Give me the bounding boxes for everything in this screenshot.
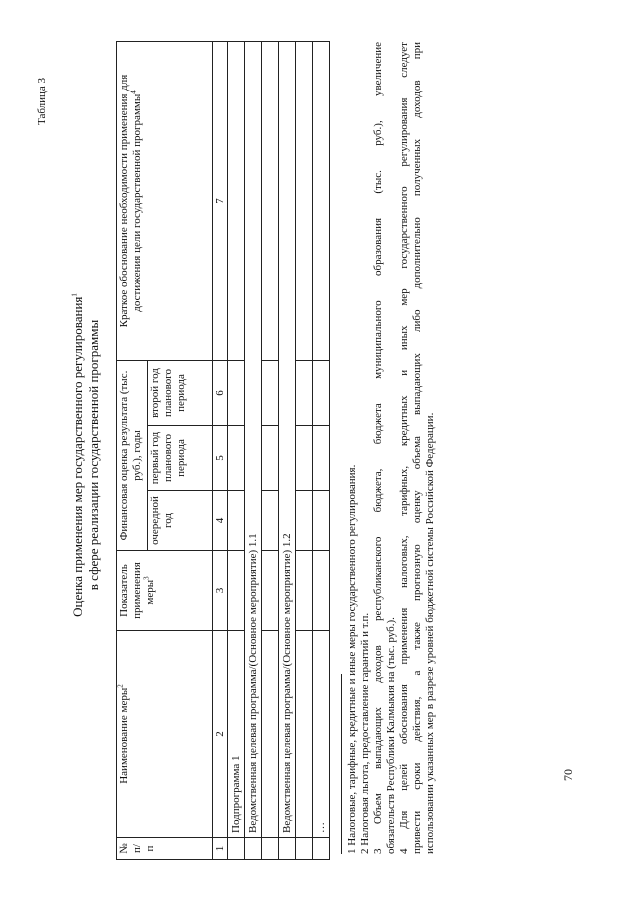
header-measure-name-text: Наименование меры [118,687,130,784]
regulation-measures-table [116,41,330,860]
table-label: Таблица 3 [36,77,48,125]
ellipsis-cell: … [313,631,330,838]
col-number: 6 [213,360,228,425]
footnotes [346,42,437,854]
col-number: 7 [213,41,228,360]
header-year-second: второй год планового периода [148,360,213,425]
footnote-1: 1 Налоговые, тарифные, кредитные и иные меры государственного регулирования. [346,464,358,854]
col-number: 3 [213,551,228,631]
header-financial-assessment: Финансовая оценка результата (тыс. руб.), годы [117,360,148,550]
footnote-divider [341,674,342,854]
subprogram-cell: Подпрограмма 1 [228,631,245,838]
table-row [262,41,279,859]
title-line-1: Оценка применения мер государственного регулирования [70,296,85,617]
title-footnote-mark: 1 [70,293,79,297]
header-year-current: очередной год [148,491,213,551]
footnote-4-line-3: использовании указанных мер в разрезе уровней бюджетной системы Российской Федерации. [424,412,436,854]
table-row [279,41,296,859]
header-rationale [117,41,213,360]
page-number: 70 [561,769,575,781]
header-measure-name [117,631,213,838]
table-row [296,41,313,859]
footnote-2: 2 Налоговая льгота, предоставление гарантий и т.п. [359,612,371,854]
footnote-4-line-1: 4 Для целей обоснования применения налоговых, тарифных, кредитных и иных мер государственного регулирования следует [398,42,410,854]
table-row [228,41,245,859]
col-number: 4 [213,491,228,551]
header-indicator-sup: 3 [142,576,151,580]
col-number: 5 [213,426,228,491]
document-subtitle: в сфере реализации государственной программы [86,319,101,591]
col-number: 1 [213,838,228,860]
document-title [70,155,85,755]
table-row [245,41,262,859]
footnote-4-line-2: привести сроки действия, а также прогнозную оценку объема выпадающих либо дополнительно полученных доходов при [411,42,423,854]
header-rationale-sup: 4 [129,90,138,94]
column-numbers-row [213,41,228,859]
header-indicator-text: Показатель применения меры [118,562,156,619]
header-year-first: первый год планового периода [148,426,213,491]
header-indicator [117,551,213,631]
header-rationale-text: Краткое обоснование необходимости применения для достижения цели государственной программы [118,74,143,328]
header-num: № п/п [117,838,213,860]
section-1-cell: Ведомственная целевая программа/(Основное мероприятие) 1.1 [245,41,262,837]
table-row [313,41,330,859]
footnote-3-line-1: 3 Объем выпадающих доходов республиканского бюджета, бюджета муниципального образования (тыс. руб.), увеличение [372,42,384,854]
col-number: 2 [213,631,228,838]
footnote-3-line-2: обязательств Республики Калмыкия на (тыс. руб.). [385,617,397,854]
header-measure-name-sup: 2 [116,684,125,688]
section-2-cell: Ведомственная целевая программа/(Основное мероприятие) 1.2 [279,41,296,837]
